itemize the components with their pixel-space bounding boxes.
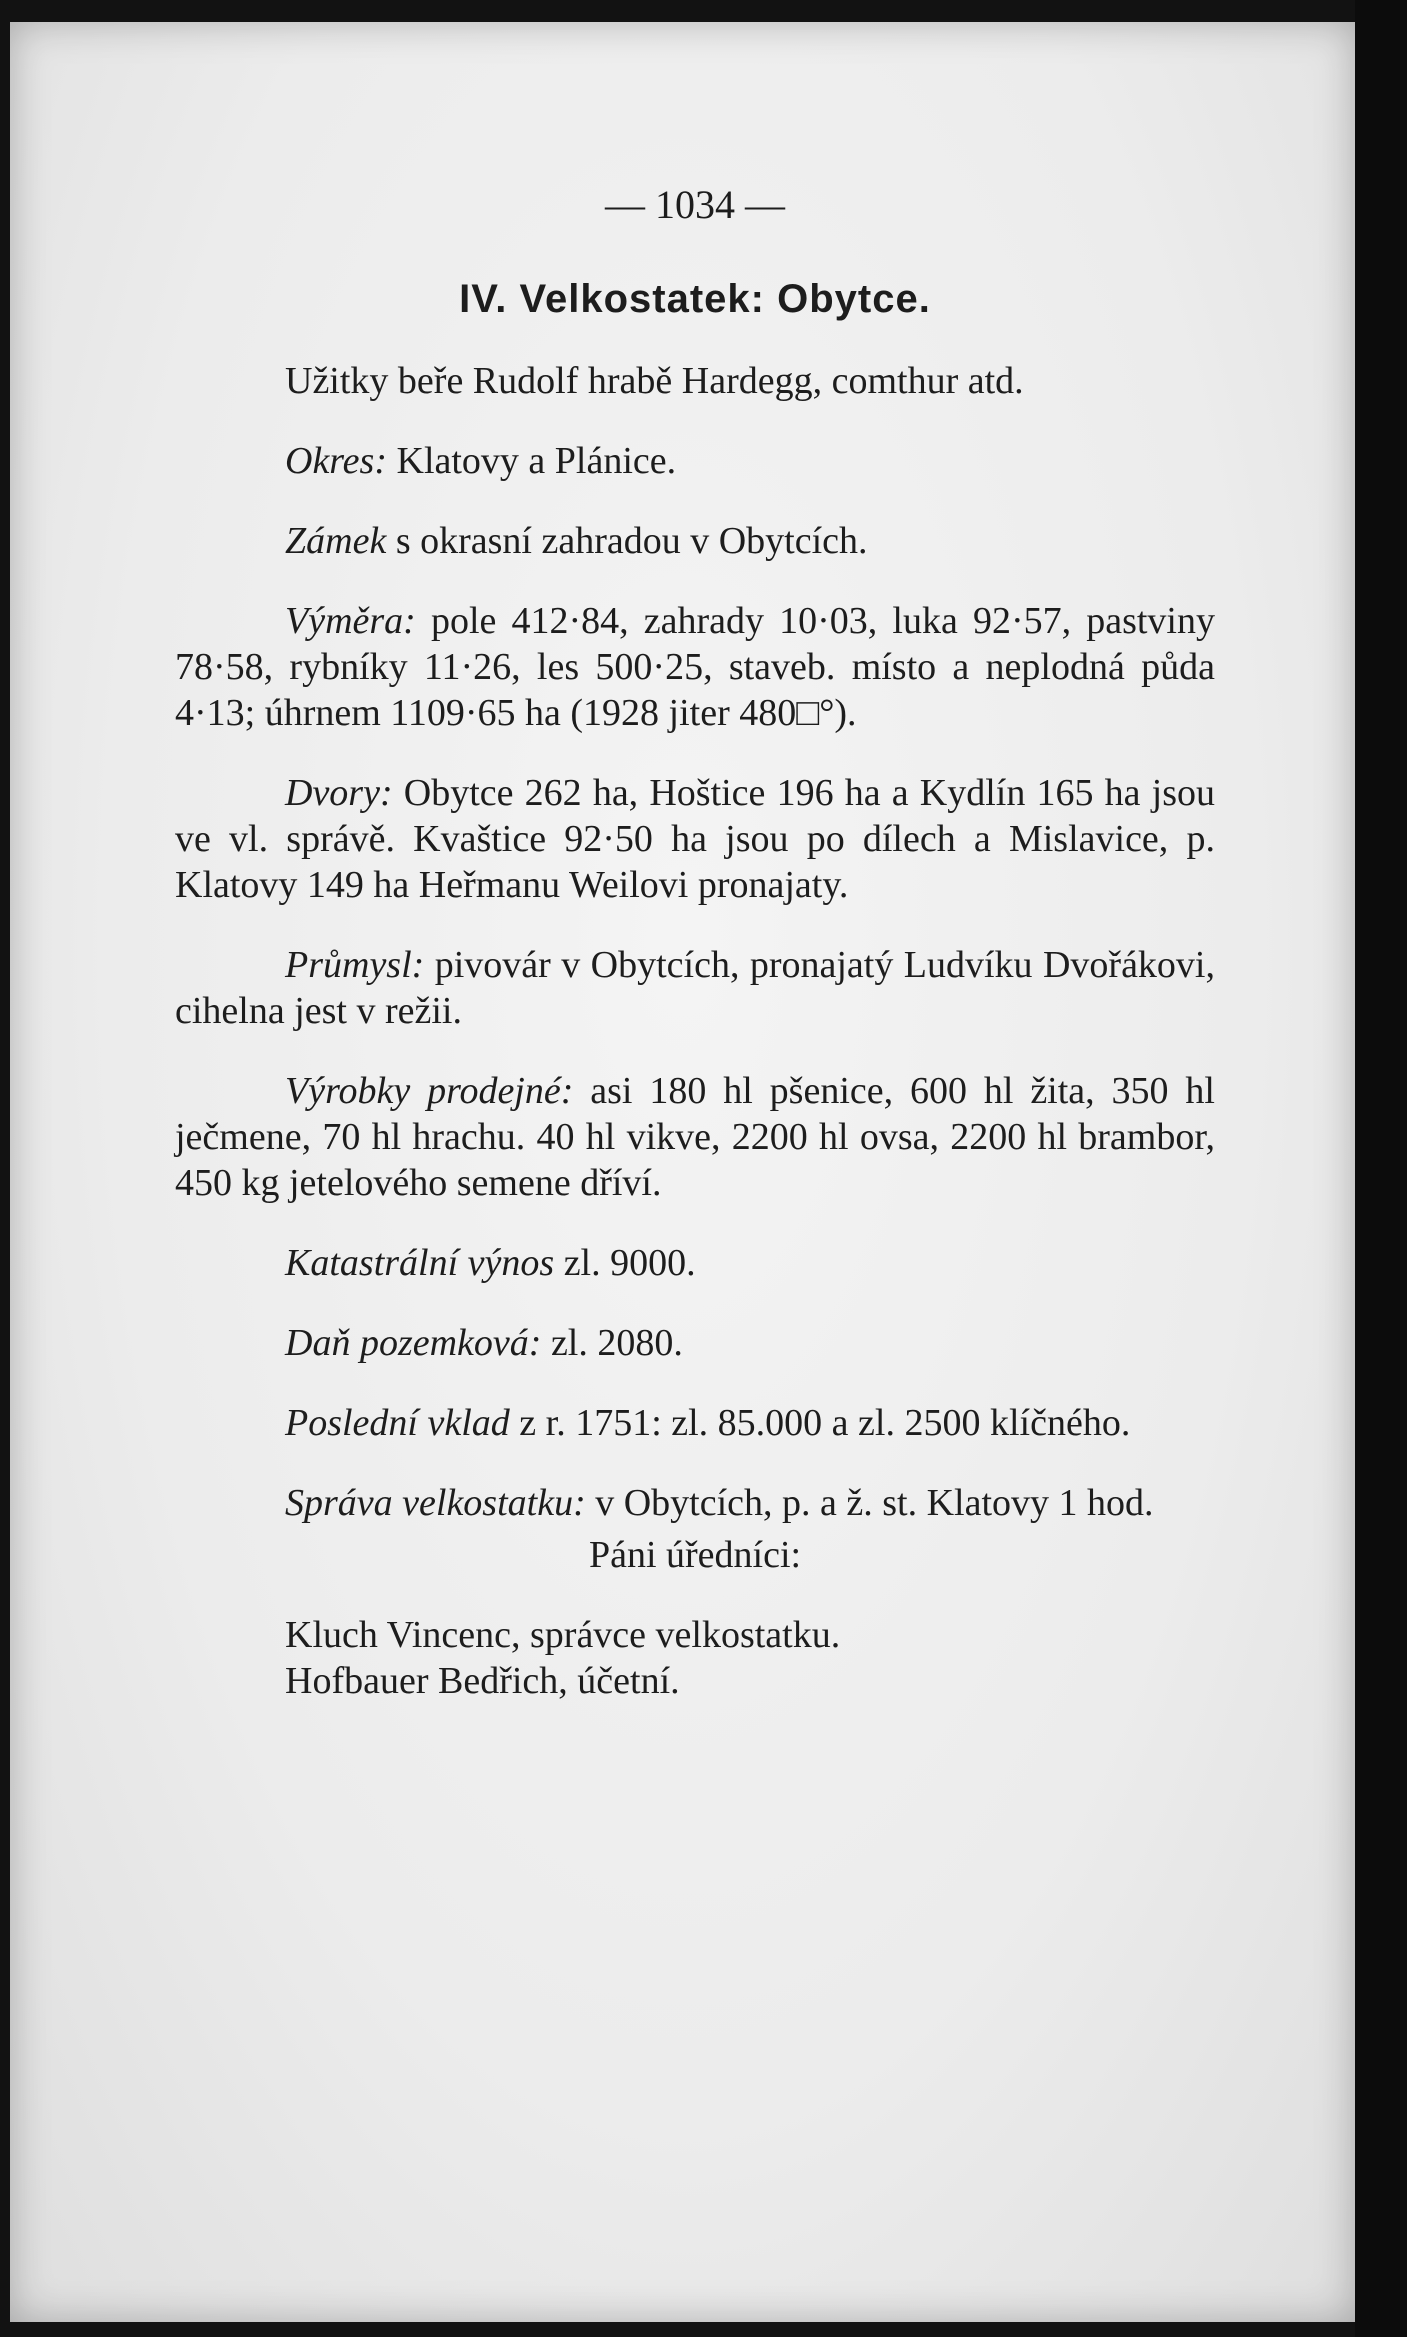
castle-label: Zámek	[285, 520, 387, 562]
farms-label: Dvory:	[285, 772, 393, 814]
cadastral-label: Katastrální výnos	[285, 1242, 555, 1284]
paragraph-farms	[175, 770, 1215, 908]
farms-text: Obytce 262 ha, Hoštice 196 ha a Kydlín 165 ha jsou ve vl. správě. Kvaštice 92·50 ha jsou po dílech a Mislavice, p. Klatovy 149 ha Heřmanu Weilovi pronajaty.	[175, 772, 1215, 906]
products-text: asi 180 hl pšenice, 600 hl žita, 350 hl ječmene, 70 hl hrachu. 40 hl vikve, 2200 hl ovsa, 2200 hl brambor, 450 kg jetelového semene dříví.	[175, 1070, 1215, 1204]
staff-item: Hofbauer Bedřich, účetní.	[285, 1660, 680, 1702]
deposit-label: Poslední vklad	[285, 1402, 510, 1444]
document-page	[10, 22, 1355, 2322]
products-label: Výrobky prodejné:	[285, 1070, 574, 1112]
staff-heading: Páni úředníci:	[588, 1534, 802, 1576]
paragraph-owner	[175, 358, 1215, 404]
paragraph-industry	[175, 942, 1215, 1034]
paragraph-castle	[175, 518, 1215, 564]
paragraph-district	[175, 438, 1215, 484]
industry-label: Průmysl:	[285, 944, 425, 986]
deposit-text: z r. 1751: zl. 85.000 a zl. 2500 klíčného.	[509, 1402, 1131, 1444]
section-heading: IV. Velkostatek: Obytce.	[459, 277, 931, 321]
staff-list	[175, 1612, 1215, 1704]
paragraph-cadastral-yield	[175, 1240, 1215, 1286]
paragraph-last-deposit	[175, 1400, 1215, 1446]
administration-text: v Obytcích, p. a ž. st. Klatovy 1 hod.	[585, 1482, 1154, 1524]
tax-text: zl. 2080.	[541, 1322, 683, 1364]
administration-label: Správa velkostatku:	[285, 1482, 586, 1524]
paragraph-products	[175, 1068, 1215, 1206]
cadastral-text: zl. 9000.	[554, 1242, 696, 1284]
castle-text: s okrasní zahradou v Obytcích.	[386, 520, 868, 562]
area-text: pole 412·84, zahrady 10·03, luka 92·57, pastviny 78·58, rybníky 11·26, les 500·25, staveb. místo a neplodná půda 4·13; úhrnem 1109·65 ha (1928 jiter 480□°).	[175, 600, 1215, 734]
industry-text: pivovár v Obytcích, pronajatý Ludvíku Dvořákovi, cihelna jest v režii.	[175, 944, 1215, 1032]
page-content	[175, 182, 1215, 1704]
paragraph-administration	[175, 1480, 1215, 1526]
district-text: Klatovy a Plánice.	[387, 440, 677, 482]
tax-label: Daň pozemková:	[285, 1322, 542, 1364]
staff-item: Kluch Vincenc, správce velkostatku.	[285, 1614, 841, 1656]
area-label: Výměra:	[285, 600, 416, 642]
owner-text: Užitky beře Rudolf hrabě Hardegg, comthur atd.	[285, 360, 1024, 402]
district-label: Okres:	[285, 440, 387, 482]
page-number: — 1034 —	[605, 182, 785, 227]
paragraph-land-tax	[175, 1320, 1215, 1366]
page-edge-shadow	[1355, 0, 1407, 2337]
paragraph-area	[175, 598, 1215, 736]
